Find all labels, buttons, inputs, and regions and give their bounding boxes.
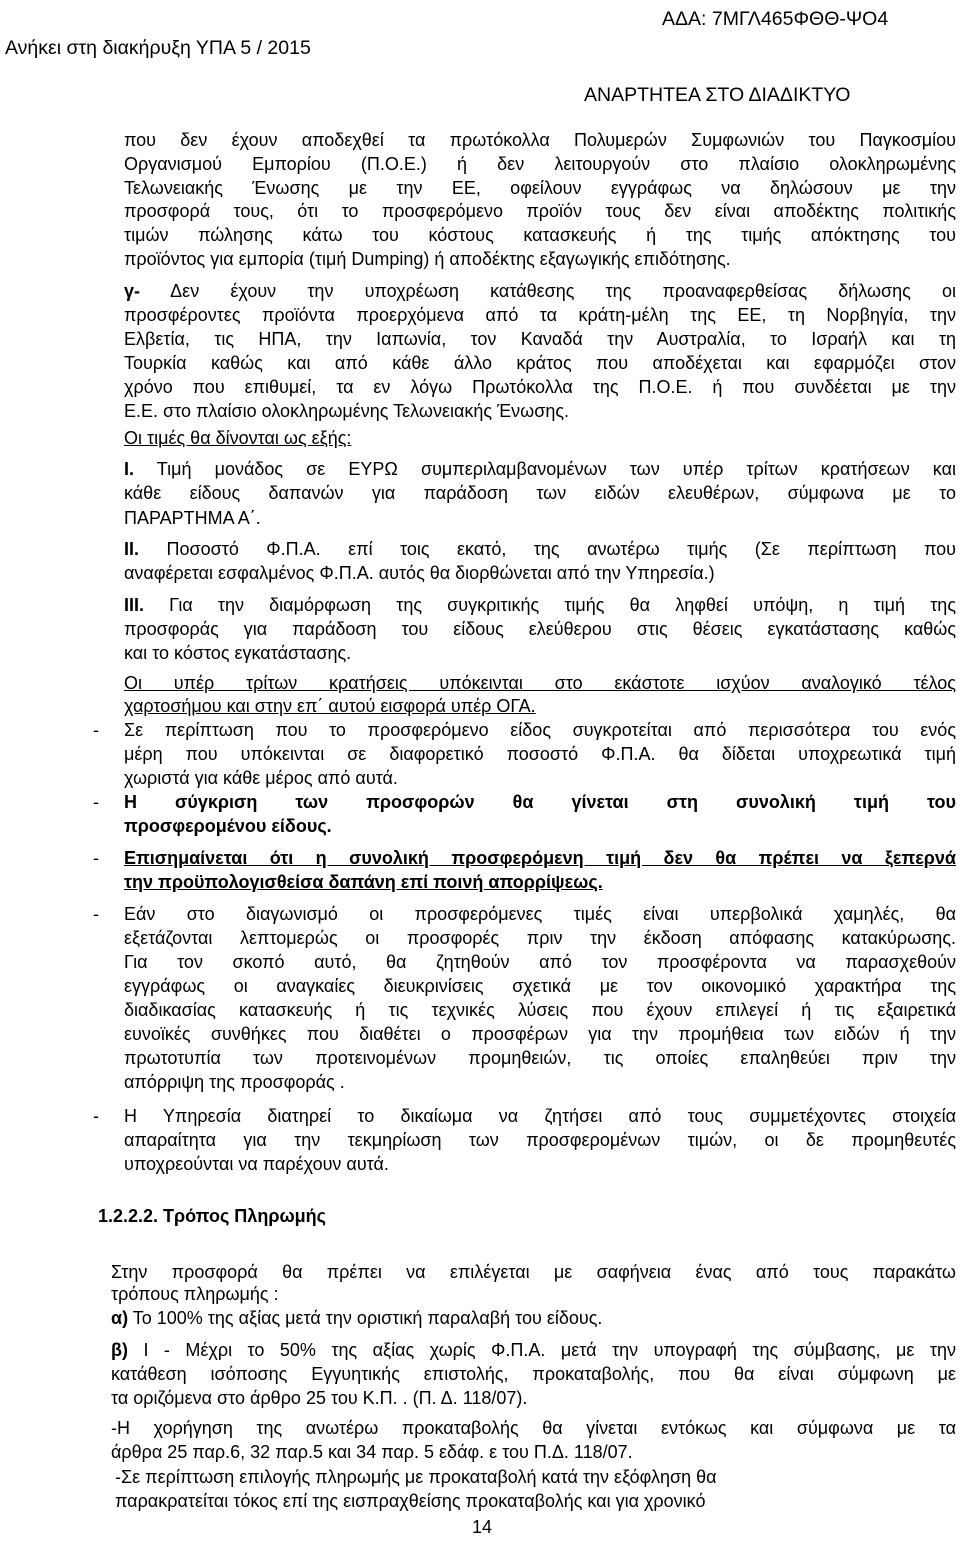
- paragraph-line: άρθρα 25 παρ.6, 32 παρ.5 και 34 παρ. 5 εδάφ. ε του Π.Δ. 118/07.: [111, 1442, 633, 1462]
- paragraph-line: Ε.Ε. στο πλαίσιο ολοκληρωμένης Τελωνειακής Ένωσης.: [124, 401, 570, 421]
- paragraph-line: ΠΑΡΑΡΤΗΜΑ Α΄.: [124, 508, 261, 528]
- paragraph-line: απαραίτητα για την τεκμηρίωση των προσφερομένων τιμών, οι δε προμηθευτές: [124, 1130, 956, 1150]
- paragraph-line: -Η χορήγηση της ανωτέρω προκαταβολής θα γίνεται εντόκως και σύμφωνα με τα: [111, 1418, 956, 1438]
- item-3-first-line: [124, 594, 956, 616]
- paragraph-line: Για τον σκοπό αυτό, θα ζητηθούν από τον προσφέροντα να παρασχεθούν: [124, 952, 956, 972]
- paragraph-line: Στην προσφορά θα πρέπει να επιλέγεται με σαφήνεια ένας από τους παρακάτω: [111, 1262, 956, 1282]
- paragraph-line: Η Υπηρεσία διατηρεί το δικαίωμα να ζητήσει από τους συμμετέχοντες στοιχεία: [124, 1106, 956, 1126]
- paragraph-line: τιμών πώλησης κάτω του κόστους κατασκευής ή της τιμής απόκτησης του: [124, 225, 956, 245]
- paragraph-line: τα οριζόμενα στο άρθρο 25 του Κ.Π. . (Π. Δ. 118/07).: [111, 1388, 528, 1408]
- paragraph-line: και το κόστος εγκατάστασης.: [124, 643, 352, 663]
- payment-option-b: [111, 1339, 956, 1361]
- item-1-text: Τιμή μονάδος σε ΕΥΡΩ συμπεριλαμβανομένων των υπέρ τρίτων κρατήσεων και: [134, 459, 956, 479]
- paragraph-line: την προϋπολογισθείσα δαπάνη επί ποινή απορρίψεως.: [124, 872, 603, 892]
- bullet-dash: -: [93, 720, 99, 740]
- paragraph-line: απόρριψη της προσφοράς .: [124, 1072, 345, 1092]
- withholdings-line: Οι υπέρ τρίτων κρατήσεις υπόκεινται στο εκάστοτε ισχύον αναλογικό τέλος: [124, 673, 956, 693]
- item-2-text: Ποσοστό Φ.Π.Α. επί τοις εκατό, της ανωτέρω τιμής (Σε περίπτωση που: [139, 539, 956, 559]
- online-posting-notice: ΑΝΑΡΤΗΤΕΑ ΣΤΟ ΔΙΑΔΙΚΤΥΟ: [584, 84, 851, 106]
- paragraph-line: που δεν έχουν αποδεχθεί τα πρωτόκολλα Πολυμερών Συμφωνιών του Παγκοσμίου: [124, 130, 956, 150]
- paragraph-line: Οργανισμού Εμπορίου (Π.Ο.Ε.) ή δεν λειτουργούν στο πλαίσιο ολοκληρωμένης: [124, 154, 956, 174]
- paragraph-line: αναφέρεται εσφαλμένος Φ.Π.Α. αυτός θα διορθώνεται από την Υπηρεσία.): [124, 563, 715, 583]
- paragraph-line: -Σε περίπτωση επιλογής πληρωμής με προκαταβολή κατά την εξόφληση θα: [115, 1467, 717, 1487]
- payment-option-a: [111, 1307, 943, 1329]
- item-2-label: ΙΙ.: [124, 539, 140, 559]
- paragraph-line: προσφορά τους, ότι το προσφερόμενο προϊόν τους δεν είναι αποδέκτης πολιτικής: [124, 201, 956, 221]
- paragraph-line: χρόνο που επιθυμεί, τα εν λόγω Πρωτόκολλα της Π.Ο.Ε. ή που συνδέεται με την: [124, 377, 956, 397]
- paragraph-line: ευνοϊκές συνθήκες που διαθέτει ο προσφέρων για την προμήθεια των ειδών ή την: [124, 1024, 956, 1044]
- paragraph-line: Επισημαίνεται ότι η συνολική προσφερόμενη τιμή δεν θα πρέπει να ξεπερνά: [124, 848, 956, 868]
- payment-option-b-text: Ι - Μέχρι το 50% της αξίας χωρίς Φ.Π.Α. μετά την υπογραφή της σύμβασης, με την: [127, 1340, 956, 1360]
- payment-option-a-label: α): [111, 1308, 129, 1328]
- paragraph-line: μέρη που υπόκεινται σε διαφορετικό ποσοστό Φ.Π.Α. θα δίδεται υποχρεωτικά τιμή: [124, 744, 956, 764]
- paragraph-line: προσφοράς για παράδοση του είδους ελεύθερου στις θέσεις εγκατάστασης καθώς: [124, 619, 956, 639]
- paragraph-line: Εάν στο διαγωνισμό οι προσφερόμενες τιμές είναι υπερβολικά χαμηλές, θα: [124, 904, 956, 924]
- bullet-dash: -: [93, 1106, 99, 1126]
- paragraph-line: Σε περίπτωση που το προσφερόμενο είδος συγκροτείται από περισσότερα του ενός: [124, 720, 956, 740]
- paragraph-line: Η σύγκριση των προσφορών θα γίνεται στη συνολική τιμή του: [124, 792, 956, 812]
- paragraph-line: χωριστά για κάθε μέρος από αυτά.: [124, 768, 398, 788]
- paragraph-gamma-first-line: [124, 280, 956, 302]
- item-3-text: Για την διαμόρφωση της συγκριτικής τιμής θα ληφθεί υπόψη, η τιμή της: [144, 595, 956, 615]
- paragraph-line: προσφερομένου είδους.: [124, 816, 332, 836]
- section-heading: 1.2.2.2. Τρόπος Πληρωμής: [98, 1206, 327, 1226]
- paragraph-line: κάθε είδους δαπανών για παράδοση των ειδών ελευθέρων, σύμφωνα με το: [124, 483, 956, 503]
- paragraph-line: τρόπους πληρωμής :: [111, 1284, 279, 1304]
- withholdings-line: χαρτοσήμου και στην επ΄ αυτού εισφορά υπέρ ΟΓΑ.: [124, 696, 536, 716]
- paragraph-line: προσφέροντες προϊόντα προερχόμενα από τα κράτη-μέλη της ΕΕ, τη Νορβηγία, την: [124, 305, 956, 325]
- payment-option-a-text: Το 100% της αξίας μετά την οριστική παραλαβή του είδους.: [128, 1308, 603, 1328]
- tender-reference: Ανήκει στη διακήρυξη ΥΠΑ 5 / 2015: [5, 37, 311, 59]
- item-1-first-line: [124, 458, 956, 480]
- paragraph-line: υποχρεούνται να παρέχουν αυτά.: [124, 1154, 389, 1174]
- bullet-dash: -: [93, 848, 99, 868]
- prices-heading: Οι τιμές θα δίνονται ως εξής:: [124, 428, 352, 448]
- paragraph-line: προϊόντος για εμπορία (τιμή Dumping) ή αποδέκτης εξαγωγικής επιδότησης.: [124, 249, 731, 269]
- paragraph-line: πρωτοτυπία των προτεινομένων προμηθειών, τις οποίες επαληθεύει πριν την: [124, 1048, 956, 1068]
- paragraph-line: εξετάζονται λεπτομερώς οι προσφορές πριν την έκδοση απόφασης κατακύρωσης.: [124, 928, 956, 948]
- paragraph-line: κατάθεση ισόποσης Εγγυητικής επιστολής, προκαταβολής, που θα είναι σύμφωνη με: [111, 1364, 956, 1384]
- bullet-dash: -: [93, 792, 99, 812]
- paragraph-line: Τουρκία καθώς και από κάθε άλλο κράτος που αποδέχεται και εφαρμόζει στον: [124, 353, 956, 373]
- bullet-dash: -: [93, 904, 99, 924]
- page-number: 14: [472, 1517, 493, 1537]
- paragraph-line: εγγράφως οι αναγκαίες διευκρινίσεις σχετικά με τον οικονομικό χαρακτήρα της: [124, 976, 956, 996]
- paragraph-gamma-label: γ-: [124, 281, 141, 301]
- paragraph-line: παρακρατείται τόκος επί της εισπραχθείσης προκαταβολής και για χρονικό: [115, 1491, 706, 1511]
- payment-option-b-label: β): [111, 1340, 128, 1360]
- item-2-first-line: [124, 538, 956, 560]
- paragraph-line: Ελβετία, τις ΗΠΑ, την Ιαπωνία, τον Καναδά την Αυστραλία, το Ισραήλ και τη: [124, 329, 956, 349]
- paragraph-line: Τελωνειακής Ένωσης με την ΕΕ, οφείλουν εγγράφως να δηλώσουν με την: [124, 178, 956, 198]
- item-3-label: ΙΙΙ.: [124, 595, 145, 615]
- paragraph-line: διαδικασίας κατασκευής ή τις τεχνικές λύσεις που έχουν επιλεγεί ή τις εξαιρετικά: [124, 1000, 956, 1020]
- item-1-label: Ι.: [124, 459, 135, 479]
- paragraph-gamma-text: Δεν έχουν την υποχρέωση κατάθεσης της προαναφερθείσας δήλωσης οι: [140, 281, 956, 301]
- ada-code: ΑΔΑ: 7ΜΓΛ465ΦΘΘ-ΨΟ4: [662, 8, 889, 30]
